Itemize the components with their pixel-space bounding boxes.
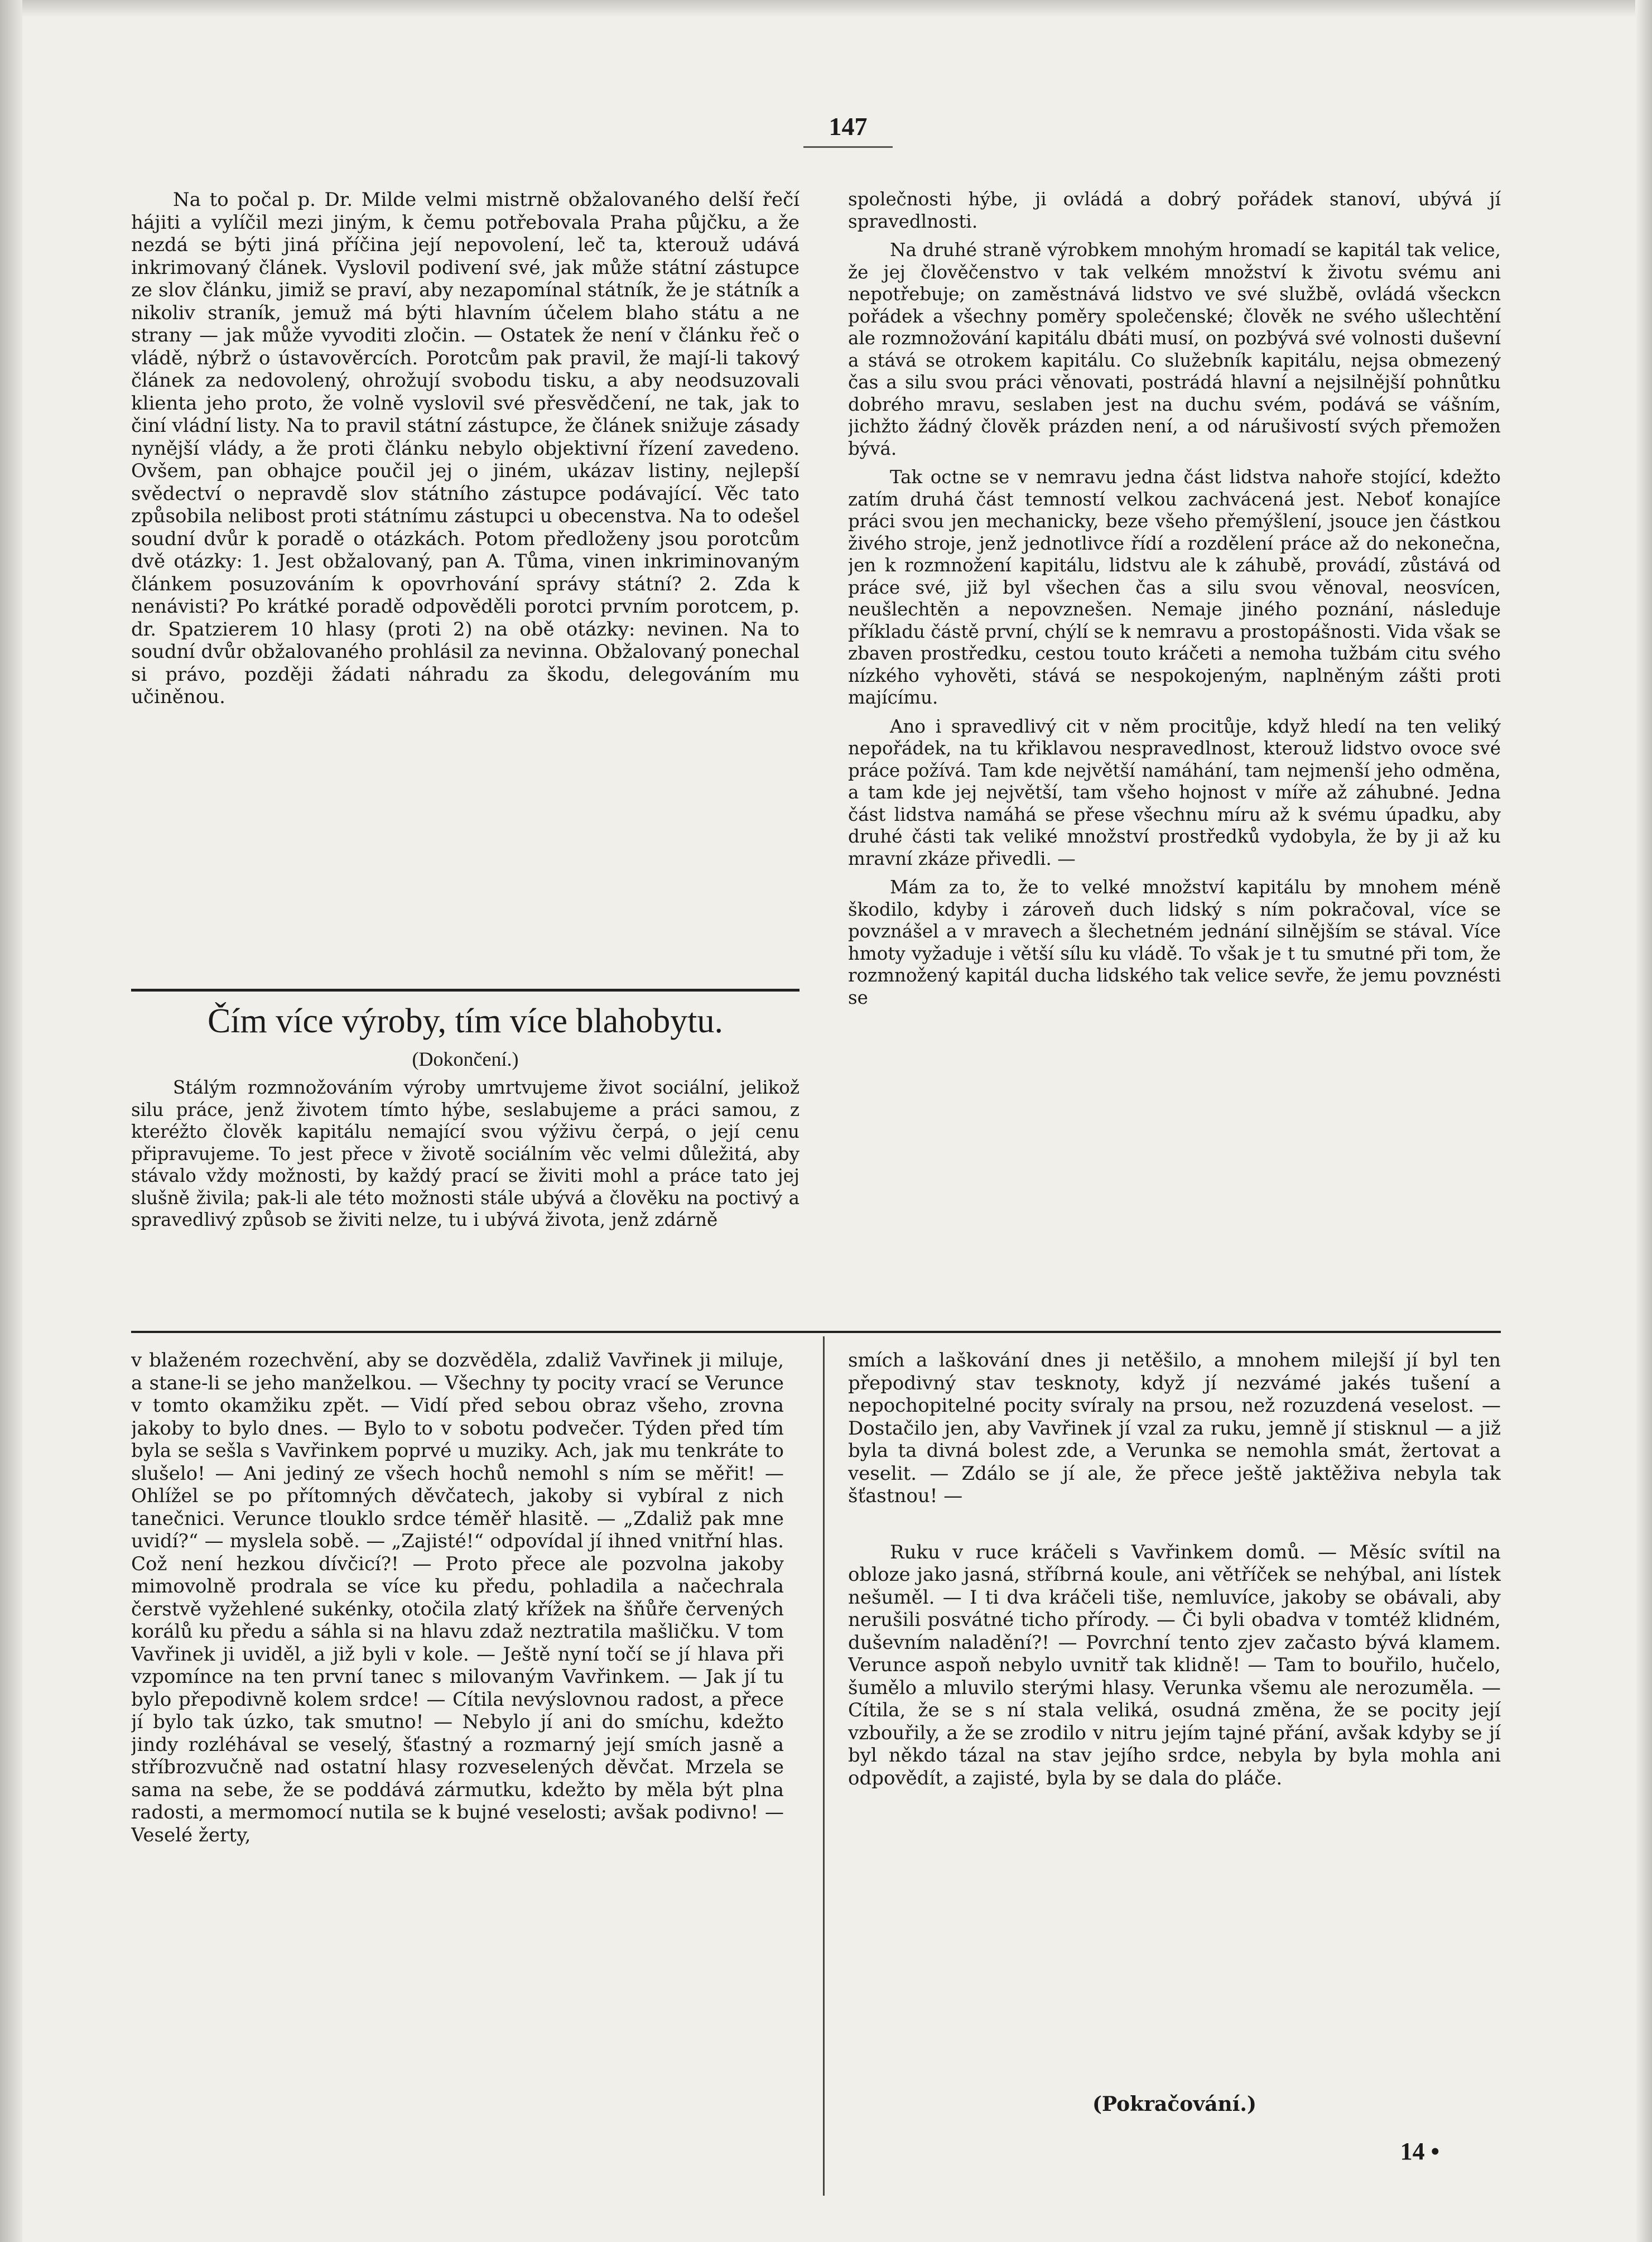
page-number: 147	[829, 112, 868, 141]
scan-edge-left	[0, 0, 22, 2242]
feuilleton-divider	[131, 1331, 1501, 1333]
column-divider	[823, 1336, 825, 2196]
column-top-right	[848, 189, 1501, 1316]
column-essay-left	[131, 1077, 799, 1322]
paragraph: v blaženém rozechvění, aby se dozvěděla, zdaliž Vavřinek ji miluje, a stane-li se jeho manželkou. — Všechny ty pocity vrací se Verunce v tomto okamžiku zpět. — Vidí před sebou obraz všeho, zrovna jakoby to bylo dnes. — Bylo to v sobotu podvečer. Týden před tím byla se sešla s Vavřinkem poprvé u muziky. Ach, jak mu tenkráte to slušelo! — Ani jediný ze všech hochů nemohl s ním se měřit! — Ohlížel se po přítomných děvčatech, jakoby si vybíral z nich tanečnici. Verunce tlouklo srdce téměř hlasitě. — „Zdaliž pak mne uvidí?“ — myslela sobě. — „Zajisté!“ odpovídal jí ihned vnitřní hlas. Což není hezkou dívčicí?! — Proto přece ale pozvolna jakoby mimovolně prodrala se více ku předu, pohladila a načechrala čerstvě vyžehlené sukénky, otočila zlatý křížek na šňůře červených korálů ku předu a sáhla si na hlavu zdaž neztratila mašličku. V tom Vavřinek ji uviděl, a již byli v kole. — Ještě nyní točí se jí hlava při vzpomínce na ten první tanec s milovaným Vavřinkem. — Jak jí tu bylo přepodivně kolem srdce! — Cítila nevýslovnou radost, a přece jí bylo tak úzko, tak smutno! — Nebylo jí ani do smíchu, kdežto jindy rozléhával se veselý, šťastný a rozmarný její smích jasně a stříbrozvučně nad ostatní hlasy rozveselených děvčat. Mrzela se sama na sebe, že se poddává zármutku, kdežto by měla být plna radosti, a mermomocí nutila se k bujné veselosti; avšak podivno! — Veselé žerty,	[131, 1349, 784, 1846]
paragraph: společnosti hýbe, ji ovládá a dobrý pořádek stanoví, ubývá jí spravedlnosti.	[848, 189, 1501, 232]
paragraph: Tak octne se v nemravu jedna část lidstva nahoře stojící, kdežto zatím druhá část temností velkou zachvácená jest. Neboť konajíce práci svou jen mechanicky, beze všeho přemýšlení, jsouce jen částkou živého stroje, jenž jednotlivce řídí a rozdělení práce až do nekonečna, jen k rozmnožení kapitálu, lidstvu ale k záhubě, provádí, zůstává od práce své, již byl všechen čas a silu svou věnoval, neosvícen, neušlechtěn a nepovznešen. Nemaje jiného poznání, následuje příkladu částě první, chýlí se k nemravu a prostopášnosti. Vida však se zbaven prostředku, cestou touto kráčeti a nemoha tužbám citu svého nízkého vyhověti, stává se nespokojeným, naplněným zášti proti majícímu.	[848, 466, 1501, 708]
essay-title: Čím více výroby, tím více blahobytu.	[207, 1002, 724, 1040]
paragraph: Na druhé straně výrobkem mnohým hromadí se kapitál tak velice, že jej člověčenstvo v tak velkém množství k životu svému ani nepotřebuje; on zaměstnává lidstvo ve své službě, ovládá všeckcn pořádek a všechny poměry společenské; člověk ne svého ušlechtění ale rozmnožování kapitálu dbáti musí, on pozbývá své volnosti duševní a stává se otrokem kapitálu. Co služebník kapitálu, nejsa obmezený čas a silu svou práci věnovati, postrádá hlavní a nejsilnější pohnůtku dobrého mravu, seslaben jest na duchu svém, podává se vášním, jichžto žádný člověk prázden není, a od nárušivostí svých přemožen bývá.	[848, 239, 1501, 459]
signature-mark: 14 •	[1400, 2138, 1439, 2165]
column-bottom-right	[848, 1349, 1501, 2186]
paragraph: Na to počal p. Dr. Milde velmi mistrně obžalovaného delší řečí hájiti a vylíčil mezi jiným, k čemu potřebovala Praha půjčku, a že nezdá se býti jiná příčina její nepovolení, leč ta, kterouž udává inkrimovaný článek. Vyslovil podivení své, jak může státní zástupce ze slov článku, jimiž se praví, aby nezapomínal státník, že je státník a nikoliv straník, jemuž má býti hlavním účelem blaho státu a ne strany — jak může vyvoditi zločin. — Ostatek že není v článku řeč o vládě, nýbrž o ústavověrcích. Porotcům pak pravil, že mají-li takový článek za nedovolený, ohrožují svobodu tisku, a aby neodsuzovali klienta jeho proto, že volně vyslovil své přesvědčení, ne tak, jak to činí vládní listy. Na to pravil státní zástupce, že článek snižuje zásady nynější vlády, a že proti článku nebylo objektivní řízení zavedeno. Ovšem, pan obhajce poučil jej o jiném, ukázav listiny, nejlepší svědectví o nepravdě slov státního zástupce podávající. Věc tato způsobila nelibost proti státnímu zástupci u obecenstva. Na to odešel soudní dvůr k poradě o otázkách. Potom předloženy jsou porotcům dvě otázky: 1. Jest obžalovaný, pan A. Tůma, vinen inkriminovaným článkem posuzováním k opovrhování správy státní? 2. Zda k nenávisti? Po krátké poradě odpověděli porotci prvním porotcem, p. dr. Spatzierem 10 hlasy (proti 2) na obě otázky: nevinen. Na to soudní dvůr obžalovaného prohlásil za nevinna. Obžalovaný ponechal si právo, později žádati náhradu za škodu, delegováním mu učiněnou.	[131, 189, 799, 708]
column-bottom-left	[131, 1349, 784, 2186]
page-number-rule	[803, 146, 893, 148]
section-divider	[131, 989, 799, 992]
paragraph: Stálým rozmnožováním výroby umrtvujeme život sociální, jelikož silu práce, jenž životem tímto hýbe, seslabujeme a práci samou, z kteréžto člověk kapitálu nemající svou výživu čerpá, o její cenu připravujeme. To jest přece v životě sociálním věc velmi důležitá, aby stávalo vždy možnosti, by každý prací se živiti mohl a práce tato jej slušně živila; pak-li ale této možnosti stále ubývá a člověku na poctivý a spravedlivý způsob se živiti nelze, tu i ubývá života, jenž zdárně	[131, 1077, 799, 1230]
paragraph: Ano i spravedlivý cit v něm procitůje, když hledí na ten veliký nepořádek, na tu křiklavou nespravedlnost, kterouž lidstvo ovoce své práce požívá. Tam kde největší namáhání, tam nejmenší jeho odměna, a tam kde jej největší, tam všeho hojnost v míře až záhubné. Jedna část lidstva namáhá se přese všechnu míru až k svému úpadku, aby druhé části tak veliké množství prostředků vydobyla, že by ji až ku mravní zkáze přivedli. —	[848, 715, 1501, 869]
paragraph: Ruku v ruce kráčeli s Vavřinkem domů. — Měsíc svítil na obloze jako jasná, stříbrná koule, ani větříček se nehýbal, ani lístek nešuměl. — I ti dva kráčeli tiše, nemluvíce, jakoby se obávali, aby nerušili posvátné ticho přírody. — Či byli obadva v tomtéž klidném, duševním naladění?! — Povrchní tento zjev začasto bývá klamem. Verunce aspoň nebylo uvnitř tak klidně! — Tam to bouřilo, hučelo, šumělo a mluvilo sterými hlasy. Verunka všemu ale nerozuměla. — Cítila, že se s ní stala veliká, osudná změna, že se pocity její vzbouřily, a že se zrodilo v nitru jejím tajné přání, avšak kdyby se jí byl někdo tázal na stav jejího srdce, nebyla by byla mohla ani odpovědít, a zajisté, byla by se dala do pláče.	[848, 1541, 1501, 1789]
column-top-left	[131, 189, 799, 981]
scan-edge-top	[0, 0, 1652, 17]
continued-label: (Pokračování.)	[1092, 2092, 1256, 2116]
paragraph: Mám za to, že to velké množství kapitálu by mnohem méně škodilo, kdyby i zároveň duch lidský s ním pokračoval, více se povznášel a v mravech a šlechetném jednání silnějším se stával. Více hmoty vyžaduje i větší sílu ku vládě. To však je t tu smutné při tom, že rozmnožený kapitál ducha lidského tak velice sevře, že jemu povznésti se	[848, 877, 1501, 1008]
paragraph: smích a laškování dnes ji netěšilo, a mnohem milejší jí byl ten přepodivný stav tesknoty, když jí nezvámé jakés tušení a nepochopitelné pocity svíraly na prsou, než rozuzdená veselost. — Dostačilo jen, aby Vavřinek jí vzal za ruku, jemně jí stisknul — a již byla ta divná bolest zde, a Verunka se nemohla smát, žertovat a veselit. — Zdálo se jí ale, že přece ještě jaktěživa nebyla tak šťastnou! —	[848, 1349, 1501, 1507]
scan-edge-right	[1635, 0, 1652, 2242]
essay-subtitle: (Dokončení.)	[412, 1048, 519, 1070]
